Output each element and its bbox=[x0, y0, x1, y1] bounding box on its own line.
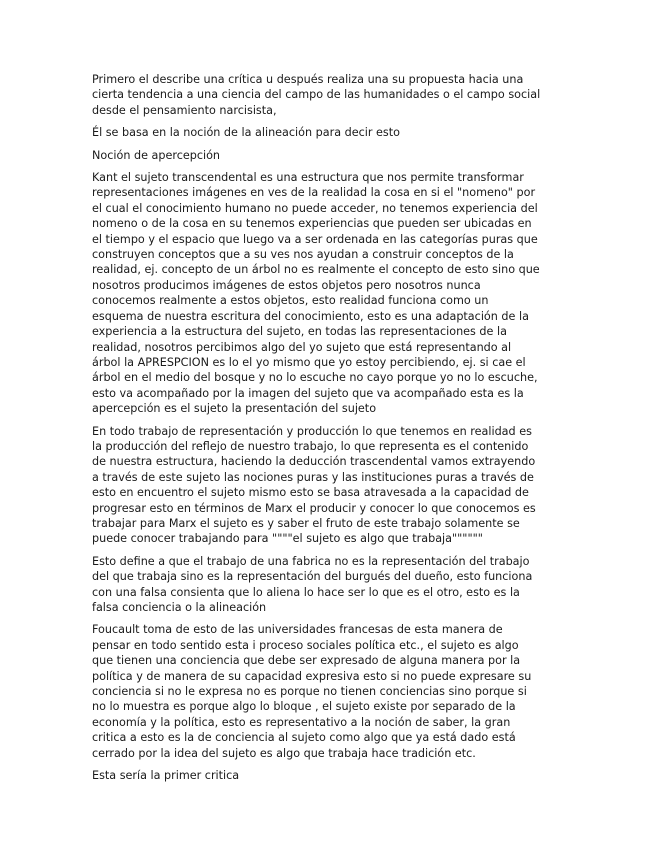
paragraph-factory: Esto define a que el trabajo de una fabrica no es la representación del trabajo del que trabaja sino es la representación del burgués del dueño, esto funciona con una falsa consienta que lo aliena lo hace ser lo que es el otro, esto es la falsa conciencia o la alineación bbox=[92, 554, 533, 614]
paragraph-heading-apperception: Noción de apercepción bbox=[92, 148, 221, 162]
paragraph-foucault: Foucault toma de esto de las universidades francesas de esta manera de pensar en todo sentido esta i proceso sociales política etc., el sujeto es algo que tienen una conciencia que debe ser expresado de alguna manera por la política y de manera de su capacidad expresiva esto si no puede expresare su conciencia si no le expresa no es porque no tienen conciencias sino porque si no lo muestra es porque algo lo bloque , el sujeto existe por separado de la economía y la política, esto es representativo a la noción de saber, la gran critica a esto es la de conciencia al sujeto como algo que ya está dado está cerrado por la idea del sujeto es algo que trabaja hace tradición etc. bbox=[92, 623, 532, 760]
document-body bbox=[92, 72, 574, 790]
paragraph-representation: En todo trabajo de representación y producción lo que tenemos en realidad es la producción del reflejo de nuestro trabajo, lo que representa es el contenido de nuestra estructura, haciendo la deducción trascendental vamos extrayendo a través de este sujeto las nociones puras y las instituciones puras a través de esto en encuentro el sujeto mismo esto se basa atravesada a la capacidad de progresar esto en términos de Marx el producir y conocer lo que conocemos es trabajar para Marx el sujeto es y saber el fruto de este trabajo solamente se puede conocer trabajando para """"el sujeto es algo que trabaja"""""" bbox=[92, 424, 536, 546]
paragraph-kant: Kant el sujeto transcendental es una estructura que nos permite transformar representaciones imágenes en ves de la realidad la cosa en si el "nomeno" por el cual el conocimiento humano no puede acceder, no tenemos experiencia del nomeno o de la cosa en su tenemos experiencias que pueden ser ubicadas en el tiempo y el espacio que luego va a ser ordenada en las categorías puras que construyen conceptos que a su ves nos ayudan a construir conceptos de la realidad, ej. concepto de un árbol no es realmente el concepto de esto sino que nosotros producimos imágenes de estos objetos pero nosotros nunca conocemos realmente a estos objetos, esto realidad funciona como un esquema de nuestra escritura del conocimiento, esto es una adaptación de la experiencia a la estructura del sujeto, en todas las representaciones de la realidad, nosotros percibimos algo del yo sujeto que está representando al árbol la APRESPCION es lo el yo mismo que yo estoy percibiendo, ej. si cae el árbol en el medio del bosque y no lo escuche no cayo porque yo no lo escuche, esto va acompañado por la imagen del sujeto que va acompañado esta es la apercepción es el sujeto la presentación del sujeto bbox=[92, 171, 540, 416]
paragraph-closing: Esta sería la primer critica bbox=[92, 769, 240, 783]
paragraph-intro: Primero el describe una crítica u después realiza una su propuesta hacia una cierta tendencia a una ciencia del campo de las humanidades o el campo social desde el pensamiento narcisista, bbox=[92, 73, 541, 117]
paragraph-alienation: Él se basa en la noción de la alineación para decir esto bbox=[92, 126, 400, 140]
